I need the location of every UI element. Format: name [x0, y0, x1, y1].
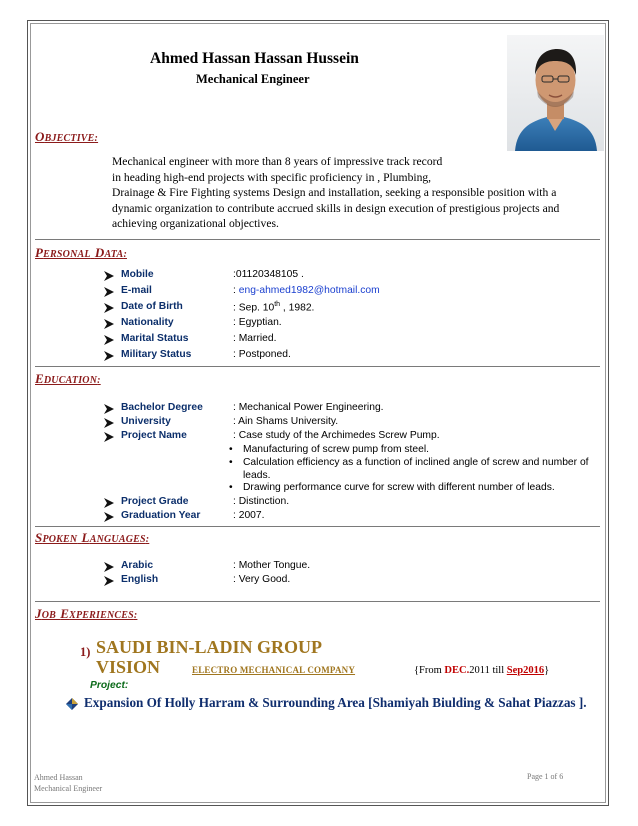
diamond-bullet-icon	[66, 698, 78, 710]
objective-line: in heading high-end projects with specific proficiency in , Plumbing,	[112, 170, 432, 184]
email-link[interactable]: eng-ahmed1982@hotmail.com	[238, 285, 380, 296]
arrow-bullet-icon	[103, 431, 115, 443]
arrow-bullet-icon	[103, 350, 115, 362]
section-heading-objective: OBJECTIVE:	[35, 129, 99, 144]
job-number: 1)	[80, 645, 91, 659]
project-label: Project:	[90, 680, 129, 691]
arrow-bullet-icon	[103, 497, 115, 509]
section-heading-personal-data: PERSONAL DATA:	[35, 245, 127, 260]
project-point: • Drawing performance curve for screw with different number of leads.	[229, 482, 555, 493]
section-divider	[35, 239, 600, 240]
objective-line: Mechanical engineer with more than 8 years of impressive track record	[112, 155, 443, 168]
arrow-bullet-icon	[103, 318, 115, 330]
section-heading-languages: SPOKEN LANGUAGES:	[35, 530, 150, 545]
job-period: {From DEC.2011 till Sep2016}	[414, 665, 550, 676]
objective-line: achieving organizational objectives.	[112, 217, 279, 231]
arrow-bullet-icon	[103, 561, 115, 573]
candidate-name: Ahmed Hassan Hassan Hussein	[150, 50, 359, 67]
arrow-bullet-icon	[103, 417, 115, 429]
arrow-bullet-icon	[103, 575, 115, 587]
objective-line: dynamic organization to contribute accrued skills in design execution of prestigious projects and	[112, 201, 560, 215]
section-heading-experience: JOB EXPERIENCES:	[35, 606, 138, 621]
profile-photo	[507, 35, 604, 151]
footer-name: Ahmed Hassan	[34, 773, 83, 782]
company-division-subtitle: ELECTRO MECHANICAL COMPANY	[192, 665, 356, 675]
arrow-bullet-icon	[103, 270, 115, 282]
footer-title: Mechanical Engineer	[34, 784, 103, 793]
company-division: VISION	[96, 657, 161, 677]
section-heading-education: EDUCATION:	[35, 371, 101, 386]
footer-page-number: Page 1 of 6	[527, 772, 564, 781]
arrow-bullet-icon	[103, 334, 115, 346]
arrow-bullet-icon	[103, 403, 115, 415]
arrow-bullet-icon	[103, 511, 115, 523]
project-title: Expansion Of Holly Harram & Surrounding Area [Shamiyah Biulding & Sahat Piazzas ].	[84, 695, 587, 710]
objective-text	[112, 154, 602, 232]
objective-line: Drainage & Fire Fighting systems Design and installation, seeking a responsible position with a	[112, 186, 557, 200]
project-point: • Calculation efficiency as a function of inclined angle of screw and number of leads.	[229, 457, 589, 481]
candidate-title: Mechanical Engineer	[196, 72, 310, 86]
project-point: • Manufacturing of screw pump from steel.	[229, 444, 429, 455]
company-name: SAUDI BIN-LADIN GROUP	[96, 637, 323, 657]
section-divider	[35, 526, 600, 527]
section-divider	[35, 601, 600, 602]
footer-author	[34, 772, 102, 794]
section-divider	[35, 366, 600, 367]
arrow-bullet-icon	[103, 302, 115, 314]
arrow-bullet-icon	[103, 286, 115, 298]
